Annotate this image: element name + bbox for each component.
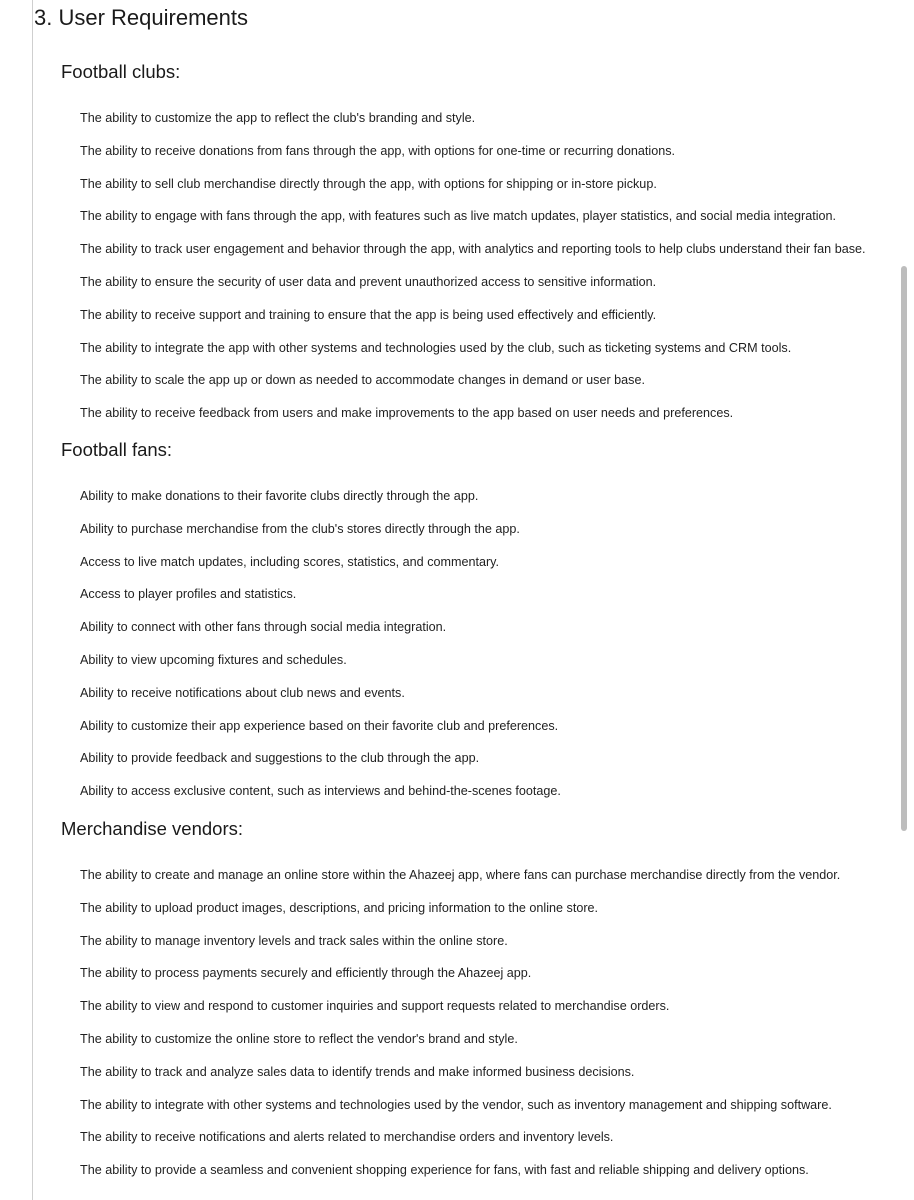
- list-item: The ability to sell club merchandise directly through the app, with options for shipping or in-store pickup.: [80, 176, 657, 191]
- list-item: Ability to provide feedback and suggestions to the club through the app.: [80, 751, 480, 766]
- list-item: The ability to manage inventory levels and track sales within the online store.: [80, 933, 508, 948]
- list-item: Ability to receive notifications about club news and events.: [80, 685, 405, 700]
- list-item: The ability to scale the app up or down as needed to accommodate changes in demand or user base.: [80, 373, 645, 388]
- vertical-scrollbar-thumb[interactable]: [901, 266, 907, 831]
- football-fans-requirements-list: [80, 487, 561, 815]
- list-item: The ability to create and manage an online store within the Ahazeej app, where fans can purchase merchandise directly from the vendor.: [80, 868, 841, 882]
- list-item: The ability to ensure the security of user data and prevent unauthorized access to sensitive information.: [80, 274, 657, 289]
- merchandise-vendors-requirements-list: [80, 866, 840, 1194]
- section-heading-football-clubs: Football clubs:: [61, 61, 181, 82]
- section-heading-football-fans: Football fans:: [61, 439, 173, 460]
- list-item: Ability to purchase merchandise from the club's stores directly through the app.: [80, 521, 520, 536]
- list-item: The ability to integrate the app with other systems and technologies used by the club, such as ticketing systems and CRM tools.: [80, 340, 792, 355]
- list-item: The ability to engage with fans through the app, with features such as live match updates, player statistics, and social media integration.: [80, 209, 837, 224]
- list-item: Access to player profiles and statistics.: [80, 587, 297, 602]
- list-item: Ability to access exclusive content, such as interviews and behind-the-scenes footage.: [80, 784, 561, 799]
- list-item: The ability to receive notifications and alerts related to merchandise orders and inventory levels.: [80, 1130, 614, 1145]
- list-item: The ability to track and analyze sales data to identify trends and make informed business decisions.: [80, 1064, 635, 1079]
- list-item: The ability to receive donations from fans through the app, with options for one-time or recurring donations.: [80, 143, 676, 158]
- list-item: The ability to view and respond to customer inquiries and support requests related to merchandise orders.: [80, 999, 670, 1014]
- list-item: The ability to customize the app to reflect the club's branding and style.: [80, 111, 476, 125]
- list-item: The ability to track user engagement and behavior through the app, with analytics and reporting tools to help clubs understand their fan base.: [80, 242, 866, 257]
- page-title: 3. User Requirements: [34, 5, 248, 30]
- football-clubs-requirements-list: [80, 109, 866, 437]
- page-left-border: [32, 0, 33, 1200]
- list-item: The ability to customize the online store to reflect the vendor's brand and style.: [80, 1031, 518, 1046]
- list-item: The ability to process payments securely and efficiently through the Ahazeej app.: [80, 966, 532, 981]
- list-item: Ability to make donations to their favorite clubs directly through the app.: [80, 489, 479, 503]
- list-item: The ability to receive support and training to ensure that the app is being used effectively and efficiently.: [80, 307, 657, 322]
- list-item: The ability to integrate with other systems and technologies used by the vendor, such as inventory management and shipping software.: [80, 1097, 832, 1112]
- list-item: The ability to receive feedback from users and make improvements to the app based on user needs and preferences.: [80, 406, 734, 421]
- list-item: Ability to connect with other fans through social media integration.: [80, 620, 447, 635]
- section-heading-merchandise-vendors: Merchandise vendors:: [61, 818, 244, 839]
- list-item: The ability to provide a seamless and convenient shopping experience for fans, with fast and reliable shipping and delivery options.: [80, 1163, 809, 1178]
- list-item: Access to live match updates, including scores, statistics, and commentary.: [80, 554, 500, 569]
- list-item: Ability to customize their app experience based on their favorite club and preferences.: [80, 718, 559, 733]
- list-item: The ability to upload product images, descriptions, and pricing information to the online store.: [80, 900, 599, 915]
- list-item: Ability to view upcoming fixtures and schedules.: [80, 652, 347, 667]
